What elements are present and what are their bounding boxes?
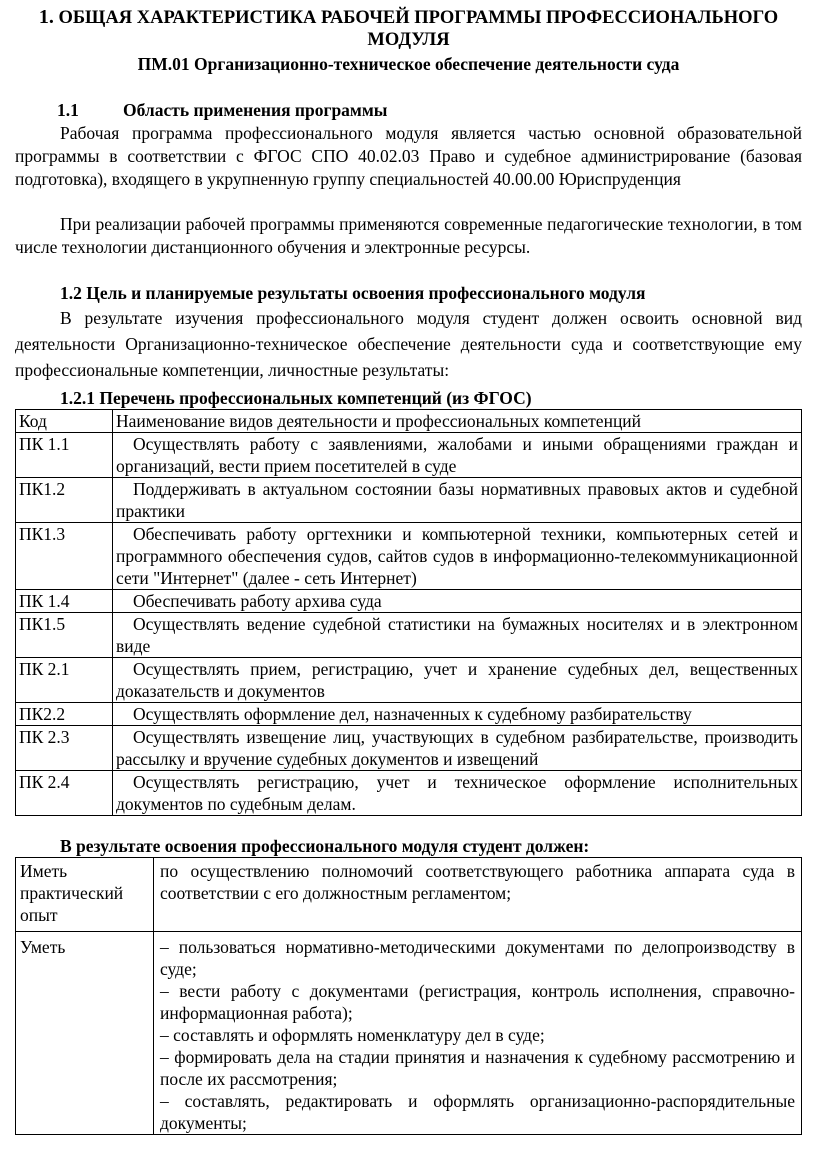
- skills-cell: [154, 932, 802, 1135]
- document-page: [15, 0, 802, 1135]
- competency-code: ПК 2.4: [16, 771, 113, 816]
- table-row: [16, 658, 802, 703]
- table-row: [16, 858, 802, 932]
- section-1-1-paragraph-2: При реализации рабочей программы применяются современные педагогические технологии, в том числе технологии дистанционного обучения и электронные ресурсы.: [15, 214, 802, 257]
- competency-text: Осуществлять извещение лиц, участвующих в судебном разбирательстве, производить рассылку и вручение судебных документов и извещений: [113, 726, 802, 771]
- list-item: – вести работу с документами (регистрация, контроль исполнения, справочно-информационная работа);: [160, 980, 795, 1024]
- section-1-1-paragraph-1: Рабочая программа профессионального модуля является частью основной образовательной программы в соответствии с ФГОС СПО 40.02.03 Право и судебное администрирование (базовая подготовка), входящего в укрупненную группу специальностей 40.00.00 Юриспруденция: [15, 123, 802, 189]
- list-item: – формировать дела на стадии принятия и назначения к судебному рассмотрению и после их рассмотрения;: [160, 1046, 795, 1090]
- competency-code: ПК 1.1: [16, 433, 113, 478]
- results-table: [15, 857, 802, 1135]
- section-1-2-1-heading: 1.2.1 Перечень профессиональных компетенций (из ФГОС): [60, 388, 532, 408]
- competency-code: ПК1.5: [16, 613, 113, 658]
- competency-code: ПК1.3: [16, 523, 113, 590]
- competencies-table: [15, 409, 802, 816]
- list-item: – составлять, редактировать и оформлять организационно-распорядительные документы;: [160, 1090, 795, 1134]
- section-1-1-number: 1.1: [57, 100, 79, 120]
- skills-label: Уметь: [16, 932, 154, 1135]
- section-1-2-paragraph: В результате изучения профессионального модуля студент должен освоить основной вид деятельности Организационно-техническое обеспечение деятельности суда и соответствующие ему профессиональные компетенции, личностные результаты:: [15, 308, 802, 380]
- competency-text: Осуществлять ведение судебной статистики на бумажных носителях и в электронном виде: [113, 613, 802, 658]
- header-desc-cell: Наименование видов деятельности и профессиональных компетенций: [113, 410, 802, 433]
- experience-text: по осуществлению полномочий соответствующего работника аппарата суда в соответствии с его должностным регламентом;: [154, 858, 802, 932]
- table-row: [16, 703, 802, 726]
- module-subtitle: ПМ.01 Организационно-техническое обеспечение деятельности суда: [137, 54, 680, 74]
- skills-list: [160, 936, 795, 1134]
- header-code-cell: Код: [16, 410, 113, 433]
- list-item: – составлять и оформлять номенклатуру дел в суде;: [160, 1024, 795, 1046]
- table-row: [16, 590, 802, 613]
- table-row: [16, 433, 802, 478]
- table-row: [16, 523, 802, 590]
- competency-code: ПК 2.1: [16, 658, 113, 703]
- title-number: 1.: [38, 6, 54, 28]
- table-row: [16, 613, 802, 658]
- table-row: [16, 726, 802, 771]
- competency-text: Обеспечивать работу архива суда: [113, 590, 802, 613]
- competency-code: ПК 1.4: [16, 590, 113, 613]
- competency-code: ПК1.2: [16, 478, 113, 523]
- section-1-2-heading: 1.2 Цель и планируемые результаты освоения профессионального модуля: [60, 283, 646, 303]
- table-row: [16, 932, 802, 1135]
- table-header-row: [16, 410, 802, 433]
- table-row: [16, 771, 802, 816]
- experience-label: Иметь практический опыт: [16, 858, 154, 932]
- competency-text: Осуществлять регистрацию, учет и техническое оформление исполнительных документов по судебным делам.: [113, 771, 802, 816]
- competency-code: ПК2.2: [16, 703, 113, 726]
- competency-text: Осуществлять работу с заявлениями, жалобами и иными обращениями граждан и организаций, вести прием посетителей в суде: [113, 433, 802, 478]
- list-item: – пользоваться нормативно-методическими документами по делопроизводству в суде;: [160, 936, 795, 980]
- results-heading: В результате освоения профессионального модуля студент должен:: [60, 836, 590, 856]
- competency-text: Поддерживать в актуальном состоянии базы нормативных правовых актов и судебной практики: [113, 478, 802, 523]
- document-title: [15, 6, 802, 51]
- competency-text: Обеспечивать работу оргтехники и компьютерной техники, компьютерных сетей и программного обеспечения судов, сайтов судов в информационно-телекоммуникационной сети "Интернет" (далее - сеть Интернет): [113, 523, 802, 590]
- competency-code: ПК 2.3: [16, 726, 113, 771]
- section-1-1-title: Область применения программы: [123, 100, 388, 120]
- competency-text: Осуществлять прием, регистрацию, учет и хранение судебных дел, вещественных доказательств и документов: [113, 658, 802, 703]
- title-text: ОБЩАЯ ХАРАКТЕРИСТИКА РАБОЧЕЙ ПРОГРАММЫ ПРОФЕССИОНАЛЬНОГО МОДУЛЯ: [58, 8, 779, 50]
- section-1-1-heading: [15, 99, 802, 122]
- competency-text: Осуществлять оформление дел, назначенных к судебному разбирательству: [113, 703, 802, 726]
- table-row: [16, 478, 802, 523]
